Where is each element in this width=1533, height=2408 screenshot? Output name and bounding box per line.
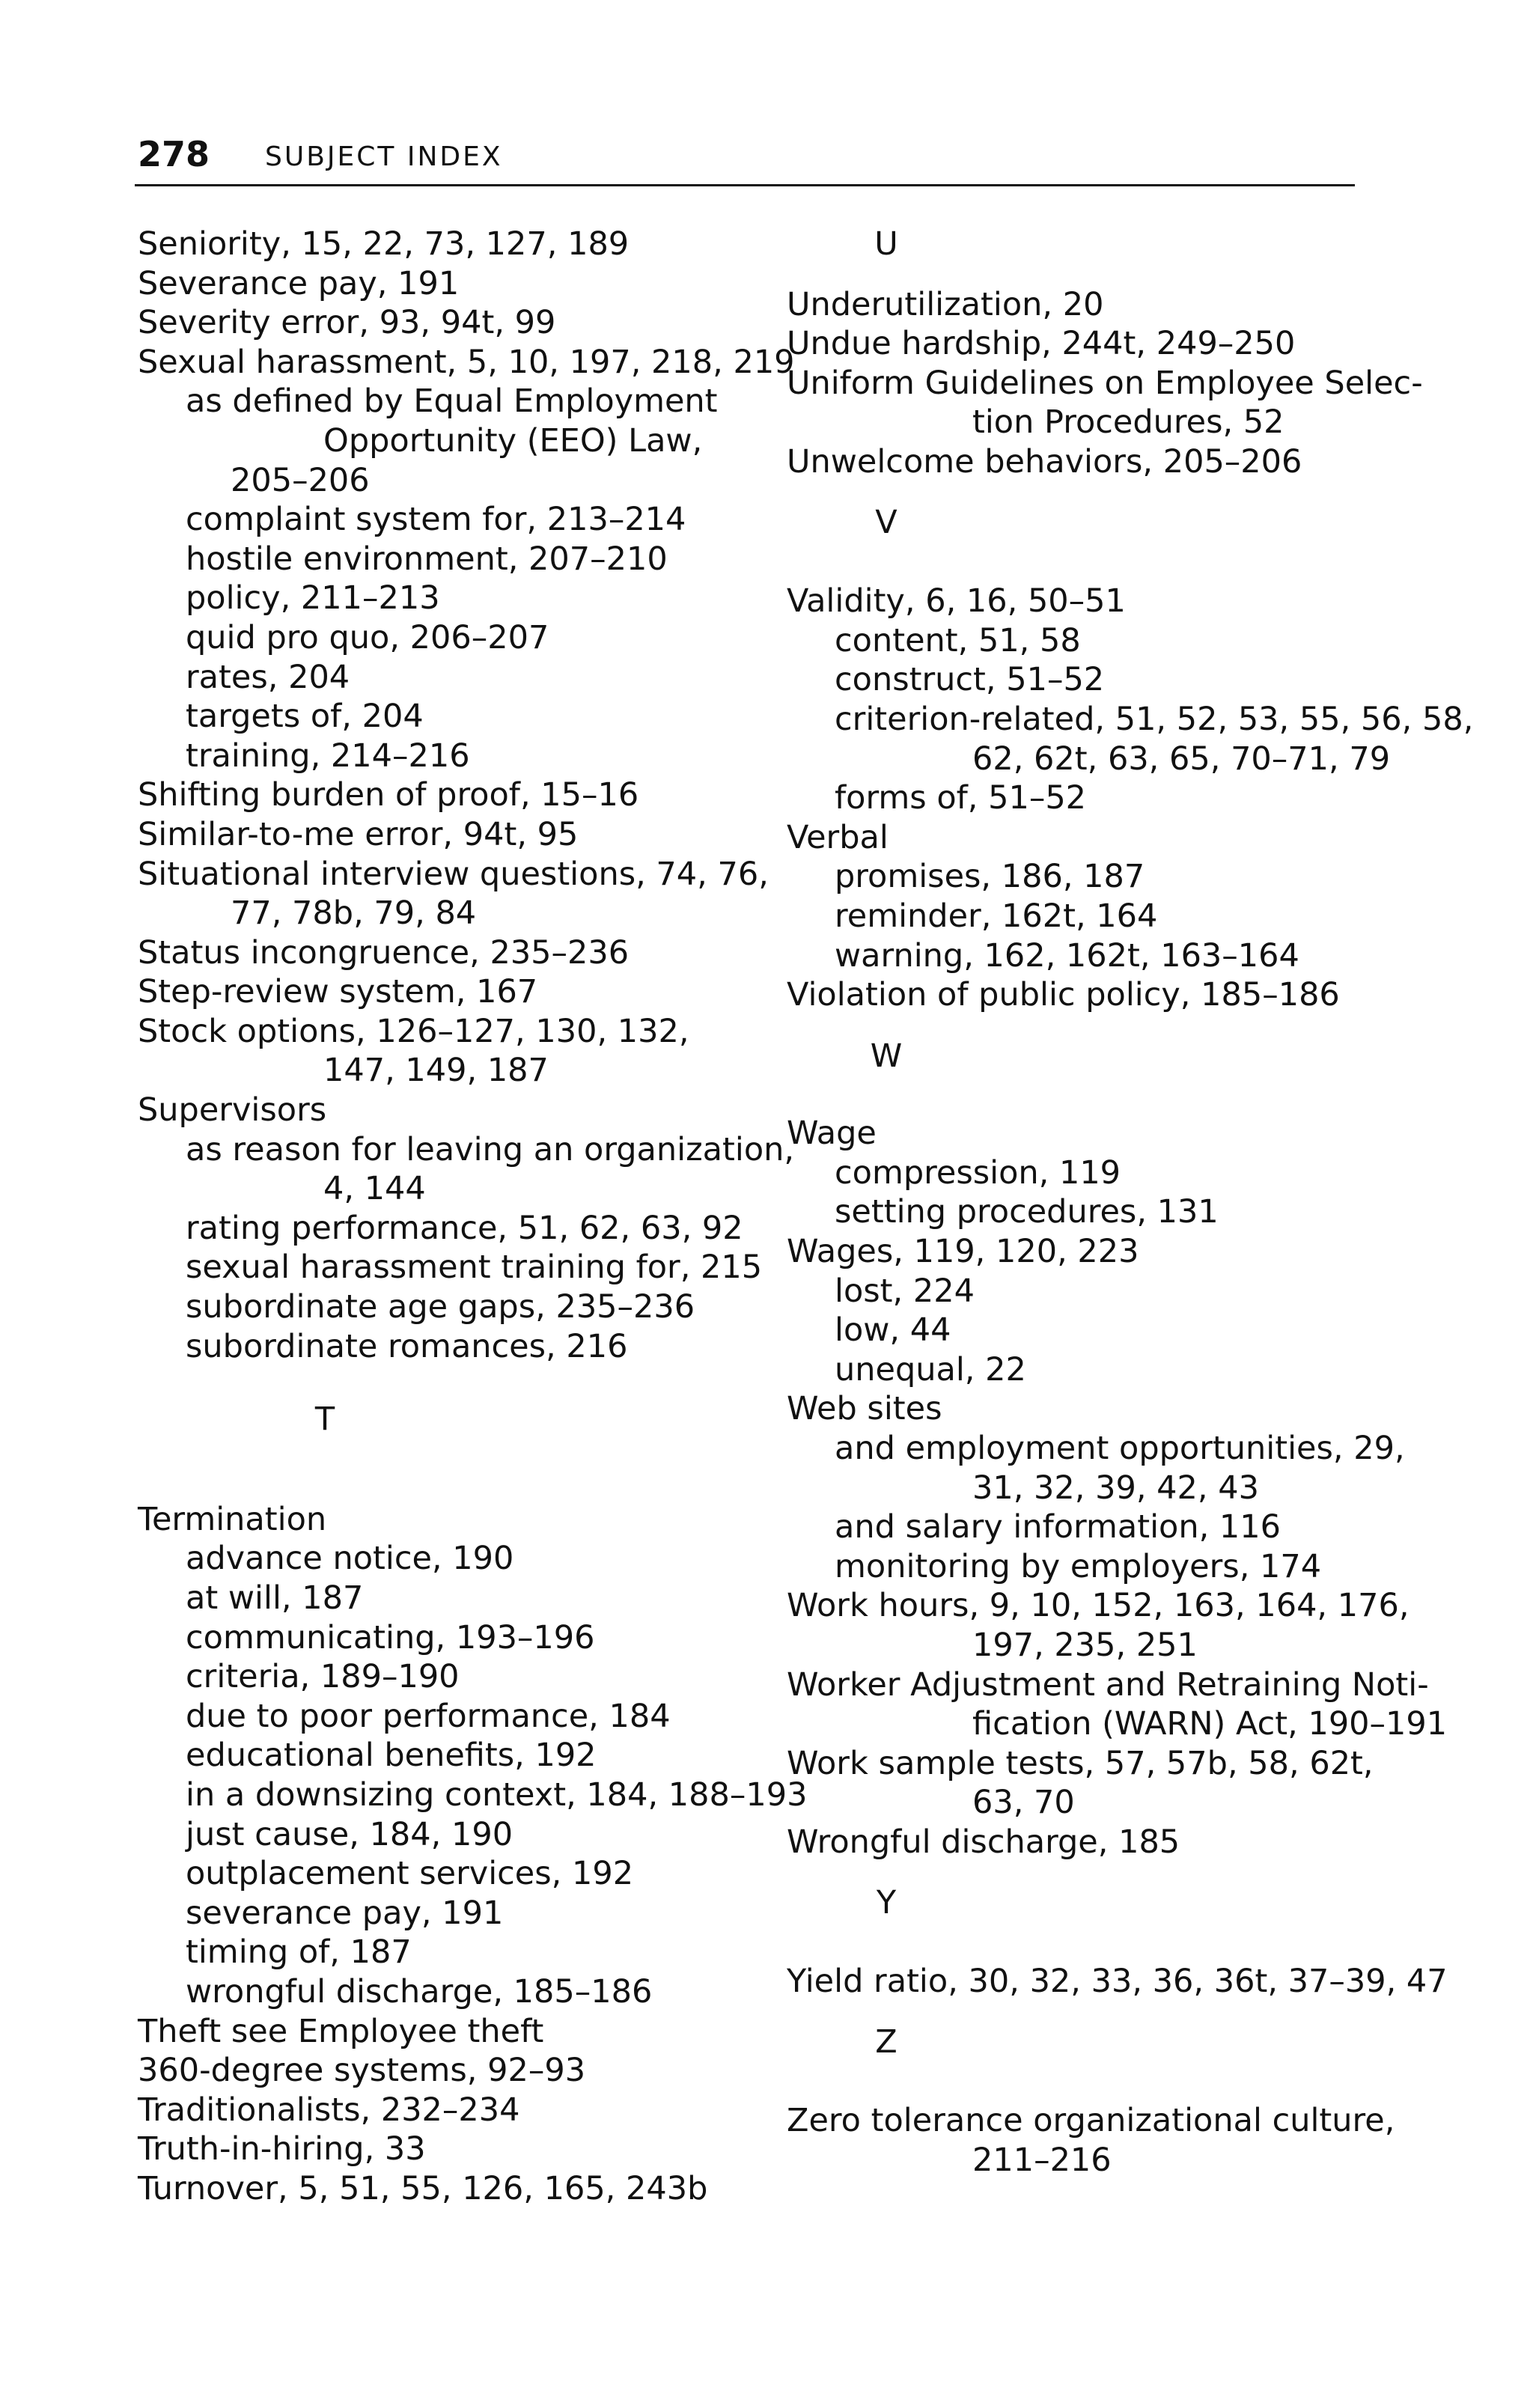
index-entry: Termination xyxy=(138,1500,327,1538)
index-entry: Severity error, 93, 94t, 99 xyxy=(138,304,556,342)
index-subentry: and employment opportunities, 29, xyxy=(835,1430,1405,1468)
index-subentry: just cause, 184, 190 xyxy=(186,1815,513,1853)
index-subentry: rating performance, 51, 62, 63, 92 xyxy=(186,1209,743,1247)
index-subentry: as reason for leaving an organization, xyxy=(186,1130,795,1168)
index-entry: 360-degree systems, 92–93 xyxy=(138,2052,586,2090)
running-head: SUBJECT INDEX xyxy=(265,141,503,172)
index-entry: Theft see Employee theft xyxy=(138,2012,544,2050)
page-header xyxy=(135,132,1355,177)
index-continuation: 77, 78b, 79, 84 xyxy=(231,894,477,933)
index-subentry: subordinate romances, 216 xyxy=(186,1327,628,1365)
index-entry: Web sites xyxy=(787,1390,942,1428)
index-subentry: lost, 224 xyxy=(835,1272,975,1310)
index-entry: Wrongful discharge, 185 xyxy=(787,1823,1180,1861)
index-subentry: in a downsizing context, 184, 188–193 xyxy=(186,1775,808,1814)
section-letter: T xyxy=(314,1400,335,1439)
index-entry: Stock options, 126–127, 130, 132, xyxy=(138,1012,689,1050)
index-subentry: educational benefits, 192 xyxy=(186,1737,597,1775)
index-subentry: reminder, 162t, 164 xyxy=(835,897,1158,935)
index-subentry: unequal, 22 xyxy=(835,1350,1026,1389)
index-subentry: as defined by Equal Employment xyxy=(186,382,718,421)
index-entry: Yield ratio, 30, 32, 33, 36, 36t, 37–39, 47 xyxy=(787,1963,1448,2001)
index-entry: Traditionalists, 232–234 xyxy=(138,2091,520,2129)
index-entry: Step-review system, 167 xyxy=(138,973,538,1011)
index-continuation: 197, 235, 251 xyxy=(972,1627,1198,1664)
page-number: 278 xyxy=(138,134,210,174)
index-entry: Underutilization, 20 xyxy=(787,285,1104,323)
index-subentry: criterion-related, 51, 52, 53, 55, 56, 58, xyxy=(835,700,1474,738)
header-rule xyxy=(135,184,1355,186)
index-column-right xyxy=(787,225,1474,2180)
index-entry: Turnover, 5, 51, 55, 126, 165, 243b xyxy=(138,2169,708,2207)
index-subentry: forms of, 51–52 xyxy=(835,779,1087,817)
index-entry: Truth-in-hiring, 33 xyxy=(138,2130,426,2168)
index-subentry: severance pay, 191 xyxy=(186,1894,504,1932)
index-continuation: 211–216 xyxy=(972,2141,1112,2179)
index-subentry: communicating, 193–196 xyxy=(186,1618,595,1656)
index-subentry: due to poor performance, 184 xyxy=(186,1697,671,1735)
index-continuation: 31, 32, 39, 42, 43 xyxy=(972,1469,1259,1507)
index-subentry: warning, 162, 162t, 163–164 xyxy=(835,936,1299,975)
index-continuation: tion Procedures, 52 xyxy=(972,403,1284,442)
index-subentry: compression, 119 xyxy=(835,1153,1121,1192)
section-letter: Y xyxy=(876,1883,897,1921)
index-entry: Similar-to-me error, 94t, 95 xyxy=(138,815,579,853)
index-continuation: Opportunity (EEO) Law, xyxy=(323,421,703,460)
index-entry: Status incongruence, 235–236 xyxy=(138,933,630,972)
section-letter: Z xyxy=(875,2023,897,2061)
index-entry: Wages, 119, 120, 223 xyxy=(787,1233,1139,1271)
index-subentry: timing of, 187 xyxy=(186,1933,412,1972)
index-entry: Unwelcome behaviors, 205–206 xyxy=(787,442,1302,481)
index-subentry: and salary information, 116 xyxy=(835,1508,1281,1546)
section-letter: W xyxy=(870,1037,903,1075)
index-continuation: 147, 149, 187 xyxy=(323,1052,549,1090)
index-entry: Work hours, 9, 10, 152, 163, 164, 176, xyxy=(787,1587,1409,1625)
index-entry: Uniform Guidelines on Employee Selec- xyxy=(787,364,1423,402)
index-entry: Wage xyxy=(787,1115,877,1153)
section-letter: V xyxy=(875,503,897,541)
index-subentry: setting procedures, 131 xyxy=(835,1193,1219,1231)
index-subentry: rates, 204 xyxy=(186,658,350,696)
section-letter: U xyxy=(874,225,898,263)
index-subentry: sexual harassment training for, 215 xyxy=(186,1249,763,1287)
index-continuation: 63, 70 xyxy=(972,1784,1075,1822)
index-subentry: construct, 51–52 xyxy=(835,661,1105,699)
index-subentry: training, 214–216 xyxy=(186,737,470,775)
index-entry: Verbal xyxy=(787,818,889,856)
index-subentry: subordinate age gaps, 235–236 xyxy=(186,1288,695,1326)
index-subentry: promises, 186, 187 xyxy=(835,858,1145,896)
index-subentry: hostile environment, 207–210 xyxy=(186,540,668,578)
index-subentry: criteria, 189–190 xyxy=(186,1658,460,1696)
index-entry: Worker Adjustment and Retraining Noti- xyxy=(787,1665,1429,1704)
index-entry: Validity, 6, 16, 50–51 xyxy=(787,582,1126,621)
index-continuation: 4, 144 xyxy=(323,1170,426,1208)
index-entry: Work sample tests, 57, 57b, 58, 62t, xyxy=(787,1744,1374,1782)
index-entry: Undue hardship, 244t, 249–250 xyxy=(787,325,1296,363)
index-entry: Situational interview questions, 74, 76, xyxy=(138,855,769,893)
index-subentry: complaint system for, 213–214 xyxy=(186,501,686,539)
index-continuation: fication (WARN) Act, 190–191 xyxy=(972,1705,1448,1743)
index-entry: Seniority, 15, 22, 73, 127, 189 xyxy=(138,225,630,263)
index-entry: Severance pay, 191 xyxy=(138,264,460,302)
index-column-left xyxy=(138,225,808,2209)
index-subentry: policy, 211–213 xyxy=(186,579,440,618)
index-entry: Sexual harassment, 5, 10, 197, 218, 219 xyxy=(138,343,795,381)
index-entry: Violation of public policy, 185–186 xyxy=(787,976,1340,1014)
index-entry: Supervisors xyxy=(138,1091,327,1130)
index-entry: Zero tolerance organizational culture, xyxy=(787,2102,1395,2140)
index-subentry: targets of, 204 xyxy=(186,698,424,736)
index-continuation: 205–206 xyxy=(231,461,370,499)
index-subentry: monitoring by employers, 174 xyxy=(835,1547,1322,1585)
index-continuation: 62, 62t, 63, 65, 70–71, 79 xyxy=(972,740,1391,778)
index-entry: Shifting burden of proof, 15–16 xyxy=(138,776,639,814)
index-subentry: advance notice, 190 xyxy=(186,1540,514,1578)
index-subentry: wrongful discharge, 185–186 xyxy=(186,1972,653,2011)
index-subentry: at will, 187 xyxy=(186,1579,364,1617)
index-subentry: outplacement services, 192 xyxy=(186,1855,634,1893)
index-subentry: content, 51, 58 xyxy=(835,621,1081,659)
index-subentry: quid pro quo, 206–207 xyxy=(186,618,549,656)
index-subentry: low, 44 xyxy=(835,1311,951,1350)
